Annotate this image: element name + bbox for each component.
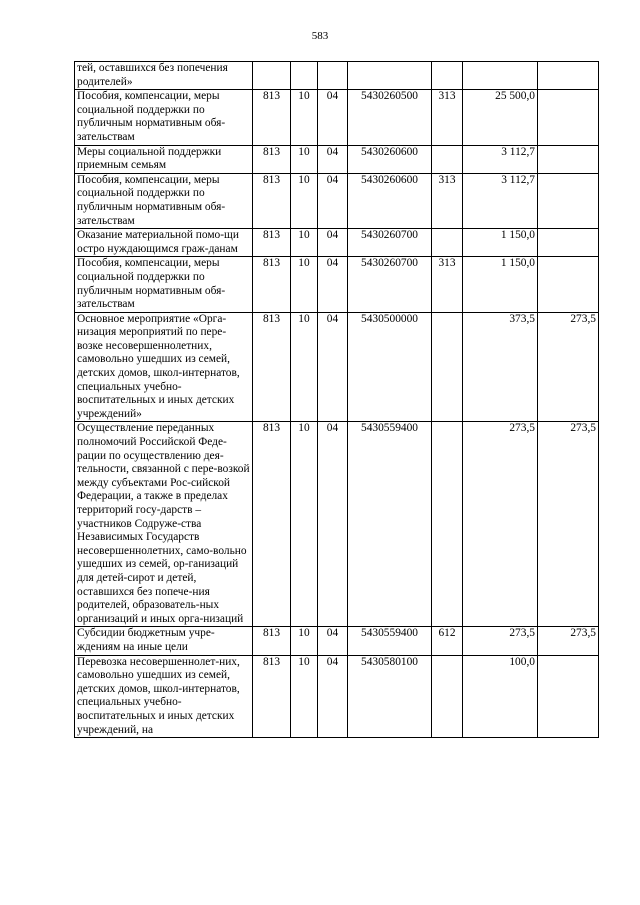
cell-rz — [291, 62, 318, 90]
page-number: 583 — [311, 30, 329, 42]
cell-name: Основное мероприятие «Орга-низация мероприятий по пере-возке несовершеннолетних, самовольно ушедших из семей, детских домов, школ-интернатов, специальных учебно-воспитательных и иных детских учреждений» — [75, 312, 253, 422]
cell-vr — [432, 312, 463, 422]
table-row — [75, 422, 599, 627]
cell-pr: 04 — [318, 90, 348, 145]
cell-sum-2 — [538, 655, 599, 738]
cell-pr: 04 — [318, 173, 348, 228]
cell-rz: 10 — [291, 173, 318, 228]
cell-ved: 813 — [253, 173, 291, 228]
cell-sum-2: 273,5 — [538, 627, 599, 655]
cell-pr: 04 — [318, 257, 348, 312]
cell-pr: 04 — [318, 627, 348, 655]
cell-rz: 10 — [291, 655, 318, 738]
cell-name: Меры социальной поддержки приемным семьям — [75, 145, 253, 173]
table-row — [75, 173, 599, 228]
cell-vr — [432, 62, 463, 90]
cell-rz: 10 — [291, 422, 318, 627]
cell-csr: 5430260600 — [348, 173, 432, 228]
cell-ved: 813 — [253, 312, 291, 422]
cell-rz: 10 — [291, 90, 318, 145]
cell-sum-2 — [538, 257, 599, 312]
cell-rz: 10 — [291, 312, 318, 422]
cell-csr: 5430580100 — [348, 655, 432, 738]
cell-ved: 813 — [253, 655, 291, 738]
cell-csr: 5430559400 — [348, 627, 432, 655]
cell-rz: 10 — [291, 627, 318, 655]
table-row — [75, 229, 599, 257]
cell-vr: 313 — [432, 173, 463, 228]
cell-csr — [348, 62, 432, 90]
cell-pr: 04 — [318, 655, 348, 738]
cell-vr: 313 — [432, 257, 463, 312]
cell-ved — [253, 62, 291, 90]
cell-csr: 5430500000 — [348, 312, 432, 422]
table-row — [75, 90, 599, 145]
cell-pr: 04 — [318, 312, 348, 422]
table-row — [75, 145, 599, 173]
budget-table — [74, 61, 599, 738]
cell-name: Субсидии бюджетным учре-ждениям на иные цели — [75, 627, 253, 655]
cell-pr: 04 — [318, 229, 348, 257]
table-row — [75, 655, 599, 738]
cell-vr: 313 — [432, 90, 463, 145]
cell-csr: 5430260700 — [348, 257, 432, 312]
cell-name: Оказание материальной помо-щи остро нуждающимся граж-данам — [75, 229, 253, 257]
cell-sum-2 — [538, 173, 599, 228]
cell-csr: 5430559400 — [348, 422, 432, 627]
cell-vr — [432, 655, 463, 738]
cell-rz: 10 — [291, 257, 318, 312]
cell-name: Осуществление переданных полномочий Российской Феде-рации по осуществлению дея-тельности, связанной с пере-возкой между субъектами Рос-сийской Федерации, а также в пределах территорий госу-дарств – участников Содруже-ства Независимых Государств несовершеннолетних, само-вольно ушедших из семей, ор-ганизаций для детей-сирот и детей, оставшихся без попече-ния родителей, образователь-ных организаций и иных орга-низаций — [75, 422, 253, 627]
cell-sum-1: 3 112,7 — [463, 173, 538, 228]
cell-sum-2: 273,5 — [538, 422, 599, 627]
cell-sum-2 — [538, 145, 599, 173]
cell-ved: 813 — [253, 145, 291, 173]
cell-name: Пособия, компенсации, меры социальной поддержки по публичным нормативным обя-зательствам — [75, 173, 253, 228]
cell-sum-1 — [463, 62, 538, 90]
cell-sum-1: 1 150,0 — [463, 257, 538, 312]
cell-sum-1: 273,5 — [463, 422, 538, 627]
cell-sum-2 — [538, 90, 599, 145]
cell-rz: 10 — [291, 145, 318, 173]
cell-pr: 04 — [318, 145, 348, 173]
cell-vr — [432, 229, 463, 257]
table-row — [75, 257, 599, 312]
cell-sum-1: 373,5 — [463, 312, 538, 422]
cell-sum-2: 273,5 — [538, 312, 599, 422]
cell-ved: 813 — [253, 229, 291, 257]
cell-sum-1: 273,5 — [463, 627, 538, 655]
cell-csr: 5430260600 — [348, 145, 432, 173]
cell-sum-1: 100,0 — [463, 655, 538, 738]
cell-vr: 612 — [432, 627, 463, 655]
cell-sum-2 — [538, 62, 599, 90]
cell-vr — [432, 422, 463, 627]
cell-rz: 10 — [291, 229, 318, 257]
cell-csr: 5430260500 — [348, 90, 432, 145]
cell-ved: 813 — [253, 257, 291, 312]
table-row — [75, 627, 599, 655]
cell-ved: 813 — [253, 627, 291, 655]
cell-sum-2 — [538, 229, 599, 257]
cell-sum-1: 1 150,0 — [463, 229, 538, 257]
cell-name: тей, оставшихся без попечения родителей» — [75, 62, 253, 90]
cell-vr — [432, 145, 463, 173]
cell-ved: 813 — [253, 90, 291, 145]
table-row — [75, 62, 599, 90]
table-row — [75, 312, 599, 422]
cell-name: Перевозка несовершеннолет-них, самовольно ушедших из семей, детских домов, школ-интернатов, специальных учебно-воспитательных и иных детских учреждений, на — [75, 655, 253, 738]
cell-sum-1: 3 112,7 — [463, 145, 538, 173]
cell-name: Пособия, компенсации, меры социальной поддержки по публичным нормативным обя-зательствам — [75, 257, 253, 312]
cell-csr: 5430260700 — [348, 229, 432, 257]
cell-ved: 813 — [253, 422, 291, 627]
cell-pr: 04 — [318, 422, 348, 627]
cell-sum-1: 25 500,0 — [463, 90, 538, 145]
cell-pr — [318, 62, 348, 90]
cell-name: Пособия, компенсации, меры социальной поддержки по публичным нормативным обя-зательствам — [75, 90, 253, 145]
